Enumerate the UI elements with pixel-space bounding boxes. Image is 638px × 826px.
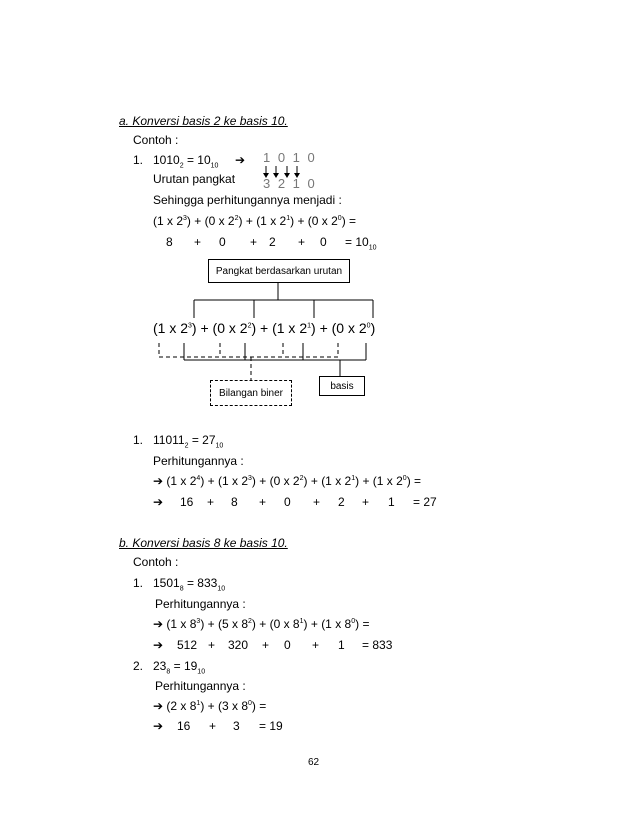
arrow-icon: ➔ bbox=[153, 719, 164, 733]
contoh-label: Contoh : bbox=[133, 133, 179, 147]
pangkat-box: Pangkat berdasarkan urutan bbox=[208, 259, 350, 283]
equation: $1501_8 = 833_{10}$ bbox=[153, 576, 226, 593]
binary-digits: 1 0 1 0 bbox=[263, 150, 317, 165]
arrow-icon: ➔ bbox=[153, 495, 164, 509]
section-a-heading: a. Konversi basis 2 ke basis 10. bbox=[119, 114, 288, 128]
item-number: 1. bbox=[133, 576, 144, 590]
page-number: 62 bbox=[308, 757, 320, 768]
perhitungan-label: Perhitungannya : bbox=[155, 597, 246, 611]
sehingga-label: Sehingga perhitungannya menjadi : bbox=[153, 193, 342, 207]
bilangan-biner-box: Bilangan biner bbox=[210, 380, 292, 406]
item-number: 1. bbox=[133, 433, 144, 447]
power-digits: 3 2 1 0 bbox=[263, 176, 317, 191]
equation: $23_8 = 19_{10}$ bbox=[153, 659, 206, 676]
perhitungan-label: Perhitungannya : bbox=[155, 679, 246, 693]
urutan-label: Urutan pangkat bbox=[153, 172, 236, 186]
equation: $11011_2 = 27_{10}$ bbox=[153, 433, 224, 450]
arrow-icon: ➔ bbox=[153, 617, 164, 631]
section-b-heading: b. Konversi basis 8 ke basis 10. bbox=[119, 536, 288, 550]
expansion-line: ➔ (2 x $8^1) + (3$ x $8^0$) = bbox=[153, 699, 267, 713]
equation: $1010_2 = 10_{10}$ bbox=[153, 153, 219, 170]
arrow-icon: ➔ bbox=[153, 699, 164, 713]
expansion-line: (1 x $2^3) + (0$ x $2^2) + (1$ x $2^1) + (0$ x $2^0$) = bbox=[153, 214, 357, 228]
basis-box: basis bbox=[319, 376, 365, 396]
arrow-icon: ➔ bbox=[153, 638, 164, 652]
item-number: 1. bbox=[133, 153, 144, 167]
contoh-label: Contoh : bbox=[133, 555, 179, 569]
item-number: 2. bbox=[133, 659, 144, 673]
perhitungan-label: Perhitungannya : bbox=[153, 454, 244, 468]
expansion-line: ➔ (1 x $2^4) + (1$ x $2^3) + (0$ x $2^2) + (1$ x $2^1) + (1$ x $2^0$) = bbox=[153, 474, 422, 488]
arrow-icon: ➔ bbox=[235, 153, 246, 167]
expansion-line: ➔ (1 x $8^3) + (5$ x $8^2) + (0$ x $8^1) + (1$ x $8^0$) = bbox=[153, 617, 370, 631]
arrow-icon: ➔ bbox=[153, 474, 164, 488]
diagram-expression: (1 x $2^3) + (0$ x $2^2) + (1$ x $2^1) + (0$ x $2^0$) bbox=[153, 320, 376, 336]
